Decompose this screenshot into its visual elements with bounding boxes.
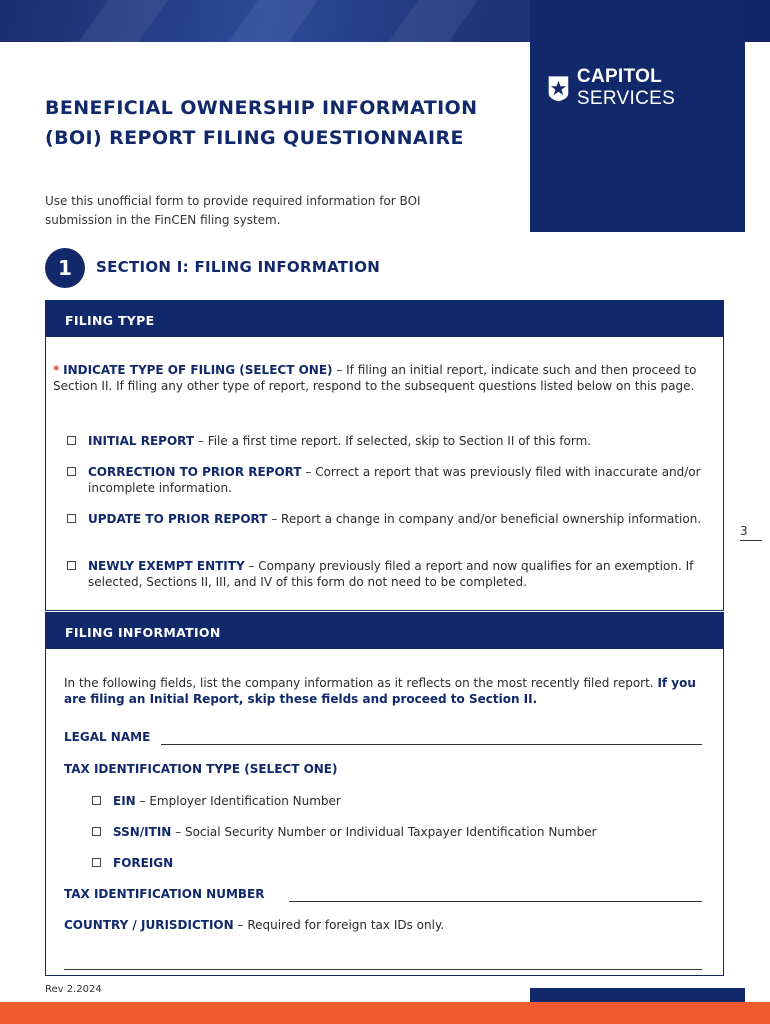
checkbox[interactable] bbox=[67, 561, 76, 570]
legal-name-field[interactable] bbox=[161, 744, 702, 745]
checkbox[interactable] bbox=[92, 796, 101, 805]
option-ein[interactable]: EIN – Employer Identification Number bbox=[92, 793, 732, 809]
filing-information-instruction: In the following fields, list the company information as it reflects on the most recently filed report. If you are filing an Initial Report, skip these fields and proceed to Section II. bbox=[64, 676, 696, 706]
bottom-brand-tab bbox=[530, 988, 745, 1002]
checkbox[interactable] bbox=[92, 858, 101, 867]
option-initial-report[interactable]: INITIAL REPORT – File a first time report. If selected, skip to Section II of this form. bbox=[67, 433, 707, 449]
checkbox[interactable] bbox=[67, 436, 76, 445]
filing-information-header: FILING INFORMATION bbox=[46, 613, 723, 649]
tax-id-number-field[interactable] bbox=[289, 901, 702, 902]
filing-type-card bbox=[45, 300, 724, 611]
checkbox[interactable] bbox=[67, 467, 76, 476]
section-number-badge: 1 bbox=[45, 248, 85, 288]
revision-label: Rev 2.2024 bbox=[45, 984, 102, 995]
checkbox[interactable] bbox=[92, 827, 101, 836]
filing-information-card bbox=[45, 612, 724, 976]
star-icon bbox=[546, 72, 571, 104]
tax-id-type-label: TAX IDENTIFICATION TYPE (SELECT ONE) bbox=[64, 762, 338, 776]
country-jurisdiction-field[interactable] bbox=[64, 969, 702, 970]
legal-name-label: LEGAL NAME bbox=[64, 730, 151, 744]
option-newly-exempt-entity[interactable]: NEWLY EXEMPT ENTITY – Company previously filed a report and now qualifies for an exemption. If selected, Sections II, III, and IV of this form do not need to be completed. bbox=[67, 558, 707, 590]
option-ssn-itin[interactable]: SSN/ITIN – Social Security Number or Individual Taxpayer Identification Number bbox=[92, 824, 732, 840]
bottom-accent-bar bbox=[0, 1002, 770, 1024]
brand-panel bbox=[530, 0, 745, 232]
page-number: 3 bbox=[740, 524, 762, 541]
document-intro: Use this unofficial form to provide required information for BOI submission in the FinCEN filing system. bbox=[45, 194, 421, 227]
option-foreign[interactable]: FOREIGN bbox=[92, 855, 732, 871]
tax-id-number-label: TAX IDENTIFICATION NUMBER bbox=[64, 887, 265, 901]
brand-logo bbox=[546, 66, 745, 110]
option-correction-to-prior-report[interactable]: CORRECTION TO PRIOR REPORT – Correct a report that was previously filed with inaccurate and/or incomplete information. bbox=[67, 464, 707, 496]
brand-name: CAPITOL SERVICES bbox=[576, 66, 676, 109]
filing-type-question: * INDICATE TYPE OF FILING (SELECT ONE) – If filing an initial report, indicate such and then proceed to Section II. If filing any other type of report, respond to the subsequent questions listed below on this page. bbox=[53, 363, 697, 393]
checkbox[interactable] bbox=[67, 514, 76, 523]
country-jurisdiction-label: COUNTRY / JURISDICTION – Required for foreign tax IDs only. bbox=[64, 918, 445, 932]
filing-type-header: FILING TYPE bbox=[46, 301, 723, 337]
required-marker: * bbox=[53, 363, 60, 377]
document-title: BENEFICIAL OWNERSHIP INFORMATION (BOI) REPORT FILING QUESTIONNAIRE bbox=[45, 97, 478, 149]
option-update-to-prior-report[interactable]: UPDATE TO PRIOR REPORT – Report a change in company and/or beneficial ownership information. bbox=[67, 511, 707, 527]
section-title: SECTION I: FILING INFORMATION bbox=[96, 258, 381, 276]
